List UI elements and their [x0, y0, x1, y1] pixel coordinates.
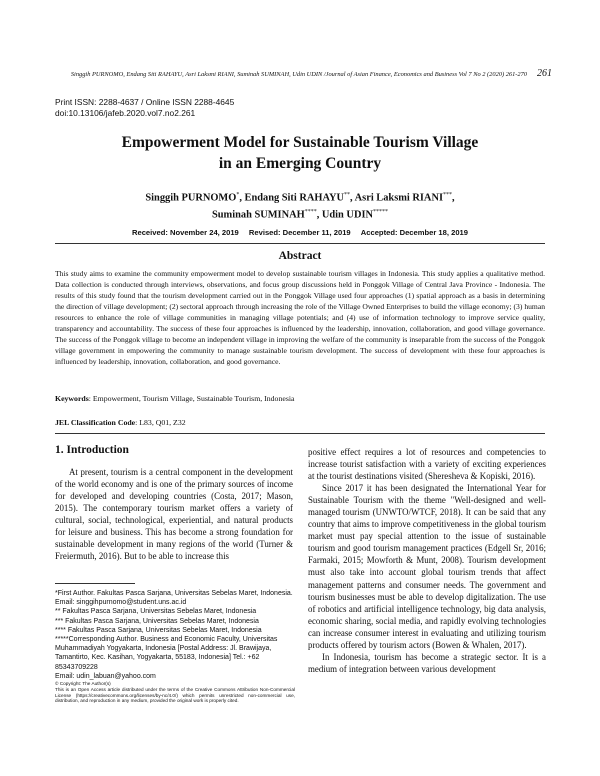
section-heading: 1. Introduction [55, 444, 129, 456]
jel-label: JEL Classification Code [55, 418, 136, 427]
doi-line: doi:10.13106/jafeb.2020.vol7.no2.261 [55, 108, 196, 118]
jel-text: : L83, Q01, Z32 [135, 418, 186, 427]
paragraph: In Indonesia, tourism has become a strategic sector. It is a medium of integration between various development [308, 651, 546, 674]
abstract-heading: Abstract [278, 250, 322, 262]
author-3: Asri Laksmi RIANI [354, 192, 443, 204]
submission-dates [55, 228, 545, 237]
license-text: This is an Open Access article distributed under the terms of the Creative Commons Attribution Non-Commercial License (https://creativecommons.org/licenses/by-nc/4.0/) which permits unrestricted non-commercial use, distribution, and reproduction in any medium, provided the original work is properly cited. [55, 686, 295, 704]
divider [55, 433, 545, 434]
author-4: Suminah SUMINAH [212, 209, 305, 221]
paragraph: Since 2017 it has been designated the International Year for Sustainable Tourism with the theme "Well-designed and well-managed tourism (UNWTO/WTCF, 2018). It can be said that any country that aims to improve competitiveness in the global tourism market must pay special attention to the issue of sustainable tourism and good tourism management practices (Edgell Sr, 2016; Farmaki, 2015; Mowforth & Munt, 2008). Tourism development must also take into account global tourism trends that affect management patterns and consumer needs. The government and tourism businesses must be able to develop digitalization. The use of robotics and artificial intelligence technology, big data analysis, economic sharing, social media, and rapidly evolving technologies can increase consumer interest in evaluating and utilizing tourism products offered by tourism actors (Bowen & Whalen, 2017). [308, 483, 546, 650]
author-line-2 [55, 205, 545, 222]
keywords-text: : Empowerment, Tourism Village, Sustainable Tourism, Indonesia [88, 394, 295, 403]
author-2-mark: ** [344, 192, 351, 198]
title-line-1: Empowerment Model for Sustainable Tourism Village [121, 134, 479, 151]
paragraph: At present, tourism is a central component in the development of the world economy and is one of the primary sources of income for developed and developing countries (Costa, 2017; Mason, 2015). The contemporary tourism market offers a variety of cultural, social, technological, experiential, and natural products for leisure and business. This has become a strong foundation for sustainable development in many regions of the world (Turner & Freiermuth, 2016). But to be able to increase this [55, 467, 293, 562]
abstract-text: This study aims to examine the community empowerment model to develop sustainable tourism villages in Indonesia. This study applies a qualitative method. Data collection is conducted through interviews, observations, and focus group discussions held in Ponggok Village of Central Java Province - Indonesia. The results of this study found that the tourism development carried out in the Ponggok Village used four approaches (1) spatial approach as a basis in determining the direction of village development; (2) sectoral approach through increasing the role of the Village Owned Enterprises to build the village economy; (3) human resources to enhance the role of village communities in managing village potentials; and (4) use of information technology to improve service quality, transparency and accountability. The success of these four approaches is influenced by the leadership, innovation, collaboration, and good village governance. The success of the Ponggok village to become an independent village in improving the welfare of the community is inseparable from the success of the Ponggok village government in empowering the community to manage sustainable tourism development. The success of development with these four approaches is influenced by leadership, innovation, collaboration, and good governance. [55, 269, 545, 366]
received-date: Received: November 24, 2019 [131, 228, 239, 237]
author-line-1: Singgih PURNOMO*, Endang Siti RAHAYU**, Asri Laksmi RIANI***, [145, 192, 455, 204]
copyright-notice [55, 681, 295, 704]
jel-codes [55, 418, 545, 427]
left-column [55, 466, 293, 562]
footnote: *** Fakultas Pasca Sarjana, Universitas Sebelas Maret, Indonesia [55, 617, 259, 625]
footnote: Email: udin_labuan@yahoo.com [55, 672, 156, 680]
author-3-mark: *** [443, 192, 452, 198]
footnote: *First Author. Fakultas Pasca Sarjana, Universitas Sebelas Maret, Indonesia. Email: singgihpurnomo@student.uns.ac.id [55, 590, 293, 607]
footnote-divider [55, 583, 135, 584]
keywords-label: Keywords [55, 394, 89, 403]
divider [55, 243, 545, 244]
revised-date: Revised: December 11, 2019 [248, 228, 351, 237]
footnote: **** Fakultas Pasca Sarjana, Universitas Sebelas Maret, Indonesia [55, 626, 262, 634]
footnote: *****Corresponding Author. Business and Economic Faculty, Universitas Muhammadiyah Yogyakarta, Indonesia [Postal Address: Jl. Brawijaya, Tamantirto, Kec. Kasihan, Yogyakarta, 55183, Indonesia] Tel.: +62 85343709228 [55, 636, 278, 671]
author-5-mark: ***** [373, 209, 388, 216]
author-sep: , [350, 192, 355, 204]
issn-line: Print ISSN: 2288-4637 / Online ISSN 2288-4645 [55, 97, 235, 107]
paper-title [55, 132, 545, 174]
footnote: ** Fakultas Pasca Sarjana, Universitas Sebelas Maret, Indonesia [55, 608, 257, 616]
copyright-title: © Copyright: The Author(s) [55, 681, 111, 687]
author-sep: , [316, 209, 322, 221]
author-1: Singgih PURNOMO [145, 192, 237, 204]
right-column [308, 446, 546, 675]
running-head-text: Singgih PURNOMO, Endang Siti RAHAYU, Asri Laksmi RIANI, Suminah SUMINAH, Udin UDIN /Journal of Asian Finance, Economics and Business Vol 7 No 2 (2020) 261-270 [70, 71, 527, 78]
author-sep: , [239, 192, 245, 204]
running-head [70, 68, 552, 79]
author-4-mark: **** [304, 209, 317, 216]
footnotes [55, 589, 295, 704]
issn-block [55, 97, 234, 119]
author-5: Udin UDIN [321, 209, 373, 221]
author-list [55, 188, 545, 223]
page-number: 261 [537, 68, 552, 79]
author-2: Endang Siti RAHAYU [244, 192, 345, 204]
title-line-2: in an Emerging Country [218, 155, 382, 172]
accepted-date: Accepted: December 18, 2019 [360, 228, 468, 237]
keywords [55, 394, 545, 403]
paragraph: positive effect requires a lot of resources and competencies to increase tourist satisfaction with a variety of exciting experiences at the tourist destinations visited (Sheresheva & Kopiski, 2016). [308, 447, 546, 482]
author-1-mark: * [236, 192, 240, 198]
